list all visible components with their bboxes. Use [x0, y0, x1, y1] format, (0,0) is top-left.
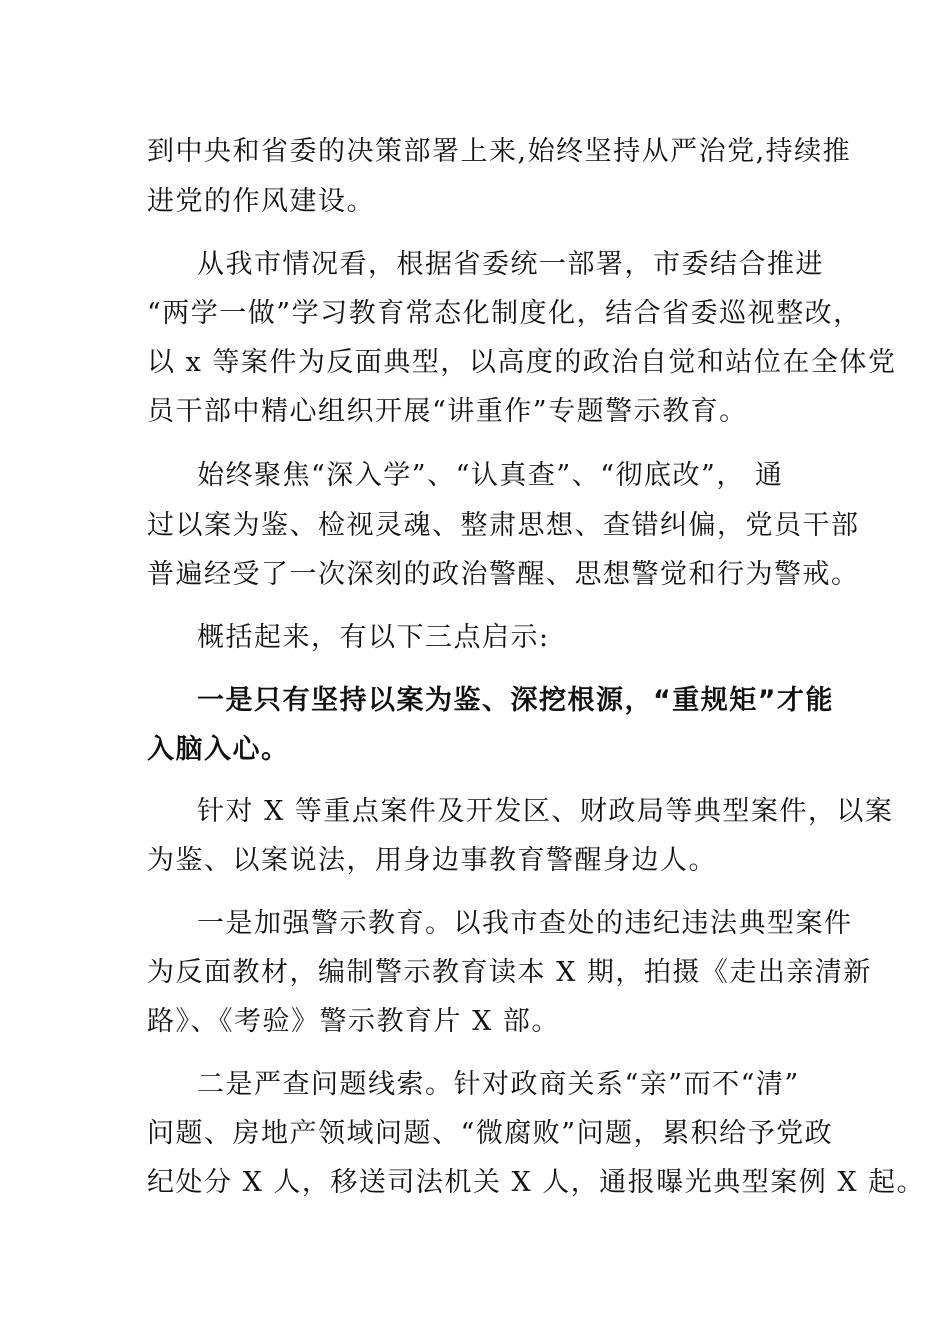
text-line-18: 二是严查问题线索。针对政商关系“亲”而不“清”	[197, 1069, 800, 1100]
text-line-13: 针对 X 等重点案件及开发区、财政局等典型案件，以案	[197, 796, 894, 827]
text-line-10: 概括起来，有以下三点启示:	[197, 622, 550, 653]
text-line-8: 过以案为鉴、检视灵魂、整肃思想、查错纠偏，党员干部	[147, 510, 860, 541]
bold-heading-line-2: 入脑入心。	[147, 734, 290, 765]
text-line-14: 为鉴、以案说法，用身边事教育警醒身边人。	[147, 845, 717, 876]
text-line-2: 进党的作风建设。	[147, 186, 375, 217]
text-line-5: 以 x 等案件为反面典型，以高度的政治自觉和站位在全体党	[147, 347, 897, 378]
text-line-7: 始终聚焦“深入学”、“认真查”、“彻底改”， 通	[197, 460, 784, 491]
text-line-17: 路》、《考验》警示教育片 X 部。	[147, 1006, 560, 1037]
text-line-16: 为反面教材，编制警示教育读本 X 期，拍摄《走出亲清新	[147, 957, 872, 988]
text-line-19: 问题、房地产领域问题、“微腐败”问题，累积给予党政	[147, 1118, 834, 1149]
text-line-3: 从我市情况看，根据省委统一部署，市委结合推进	[197, 249, 824, 280]
text-line-9: 普遍经受了一次深刻的政治警醒、思想警觉和行为警戒。	[147, 559, 860, 590]
text-line-4: “两学一做”学习教育常态化制度化，结合省委巡视整改，	[147, 298, 862, 329]
bold-heading-line-1: 一是只有坚持以案为鉴、深挖根源，“重规矩”才能	[197, 685, 834, 716]
text-line-20: 纪处分 X 人，移送司法机关 X 人，通报曝光典型案例 X 起。	[147, 1167, 926, 1198]
text-line-1: 到中央和省委的决策部署上来,始终坚持从严治党,持续推	[147, 136, 852, 167]
text-line-15: 一是加强警示教育。以我市查处的违纪违法典型案件	[197, 908, 853, 939]
text-line-6: 员干部中精心组织开展“讲重作”专题警示教育。	[147, 396, 748, 427]
